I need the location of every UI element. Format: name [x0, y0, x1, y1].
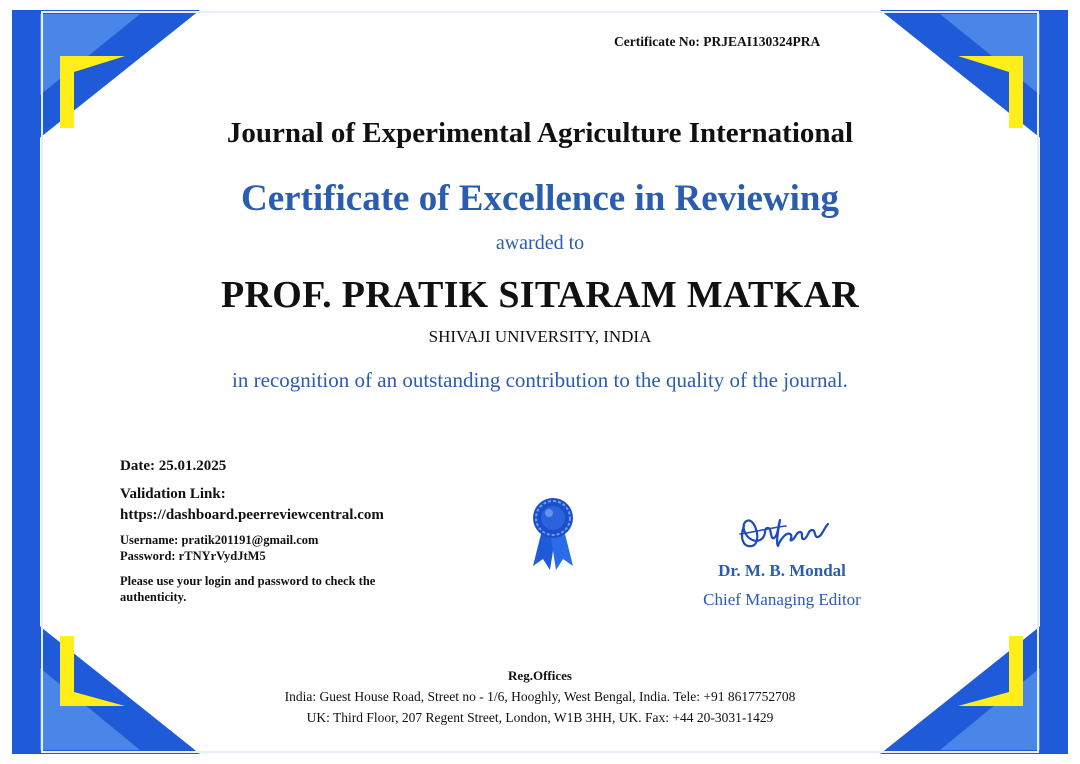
- certificate-number: Certificate No: PRJEAI130324PRA: [614, 34, 821, 49]
- awarded-to-label: awarded to: [495, 232, 585, 254]
- issue-date: Date: 25.01.2025: [120, 458, 227, 474]
- certificate-title: Certificate of Excellence in Reviewing: [241, 178, 839, 219]
- journal-name: Journal of Experimental Agriculture International: [226, 117, 854, 149]
- password-text: Password: rTNYrVydJtM5: [120, 549, 266, 563]
- uk-address: UK: Third Floor, 207 Regent Street, London, W1B 3HH, UK. Fax: +44 20-3031-1429: [306, 710, 774, 725]
- india-address: India: Guest House Road, Street no - 1/6, Hooghly, West Bengal, India. Tele: +91 8617752708: [284, 689, 796, 704]
- signatory-role: Chief Managing Editor: [703, 590, 861, 609]
- authenticity-note: Please use your login and password to check the authenticity.: [120, 574, 376, 604]
- reg-offices-label: Reg.Offices: [508, 668, 572, 683]
- signatory-name: Dr. M. B. Mondal: [718, 561, 846, 580]
- validation-link[interactable]: https://dashboard.peerreviewcentral.com: [120, 507, 384, 523]
- recognition-statement: in recognition of an outstanding contribution to the quality of the journal.: [232, 368, 848, 392]
- recipient-name: PROF. PRATIK SITARAM MATKAR: [221, 274, 859, 316]
- award-ribbon-icon: [528, 496, 578, 572]
- editor-signature: [734, 506, 834, 554]
- username-text: Username: pratik201191@gmail.com: [120, 533, 319, 547]
- validation-label: Validation Link:: [120, 486, 226, 502]
- recipient-institution: SHIVAJI UNIVERSITY, INDIA: [428, 327, 652, 346]
